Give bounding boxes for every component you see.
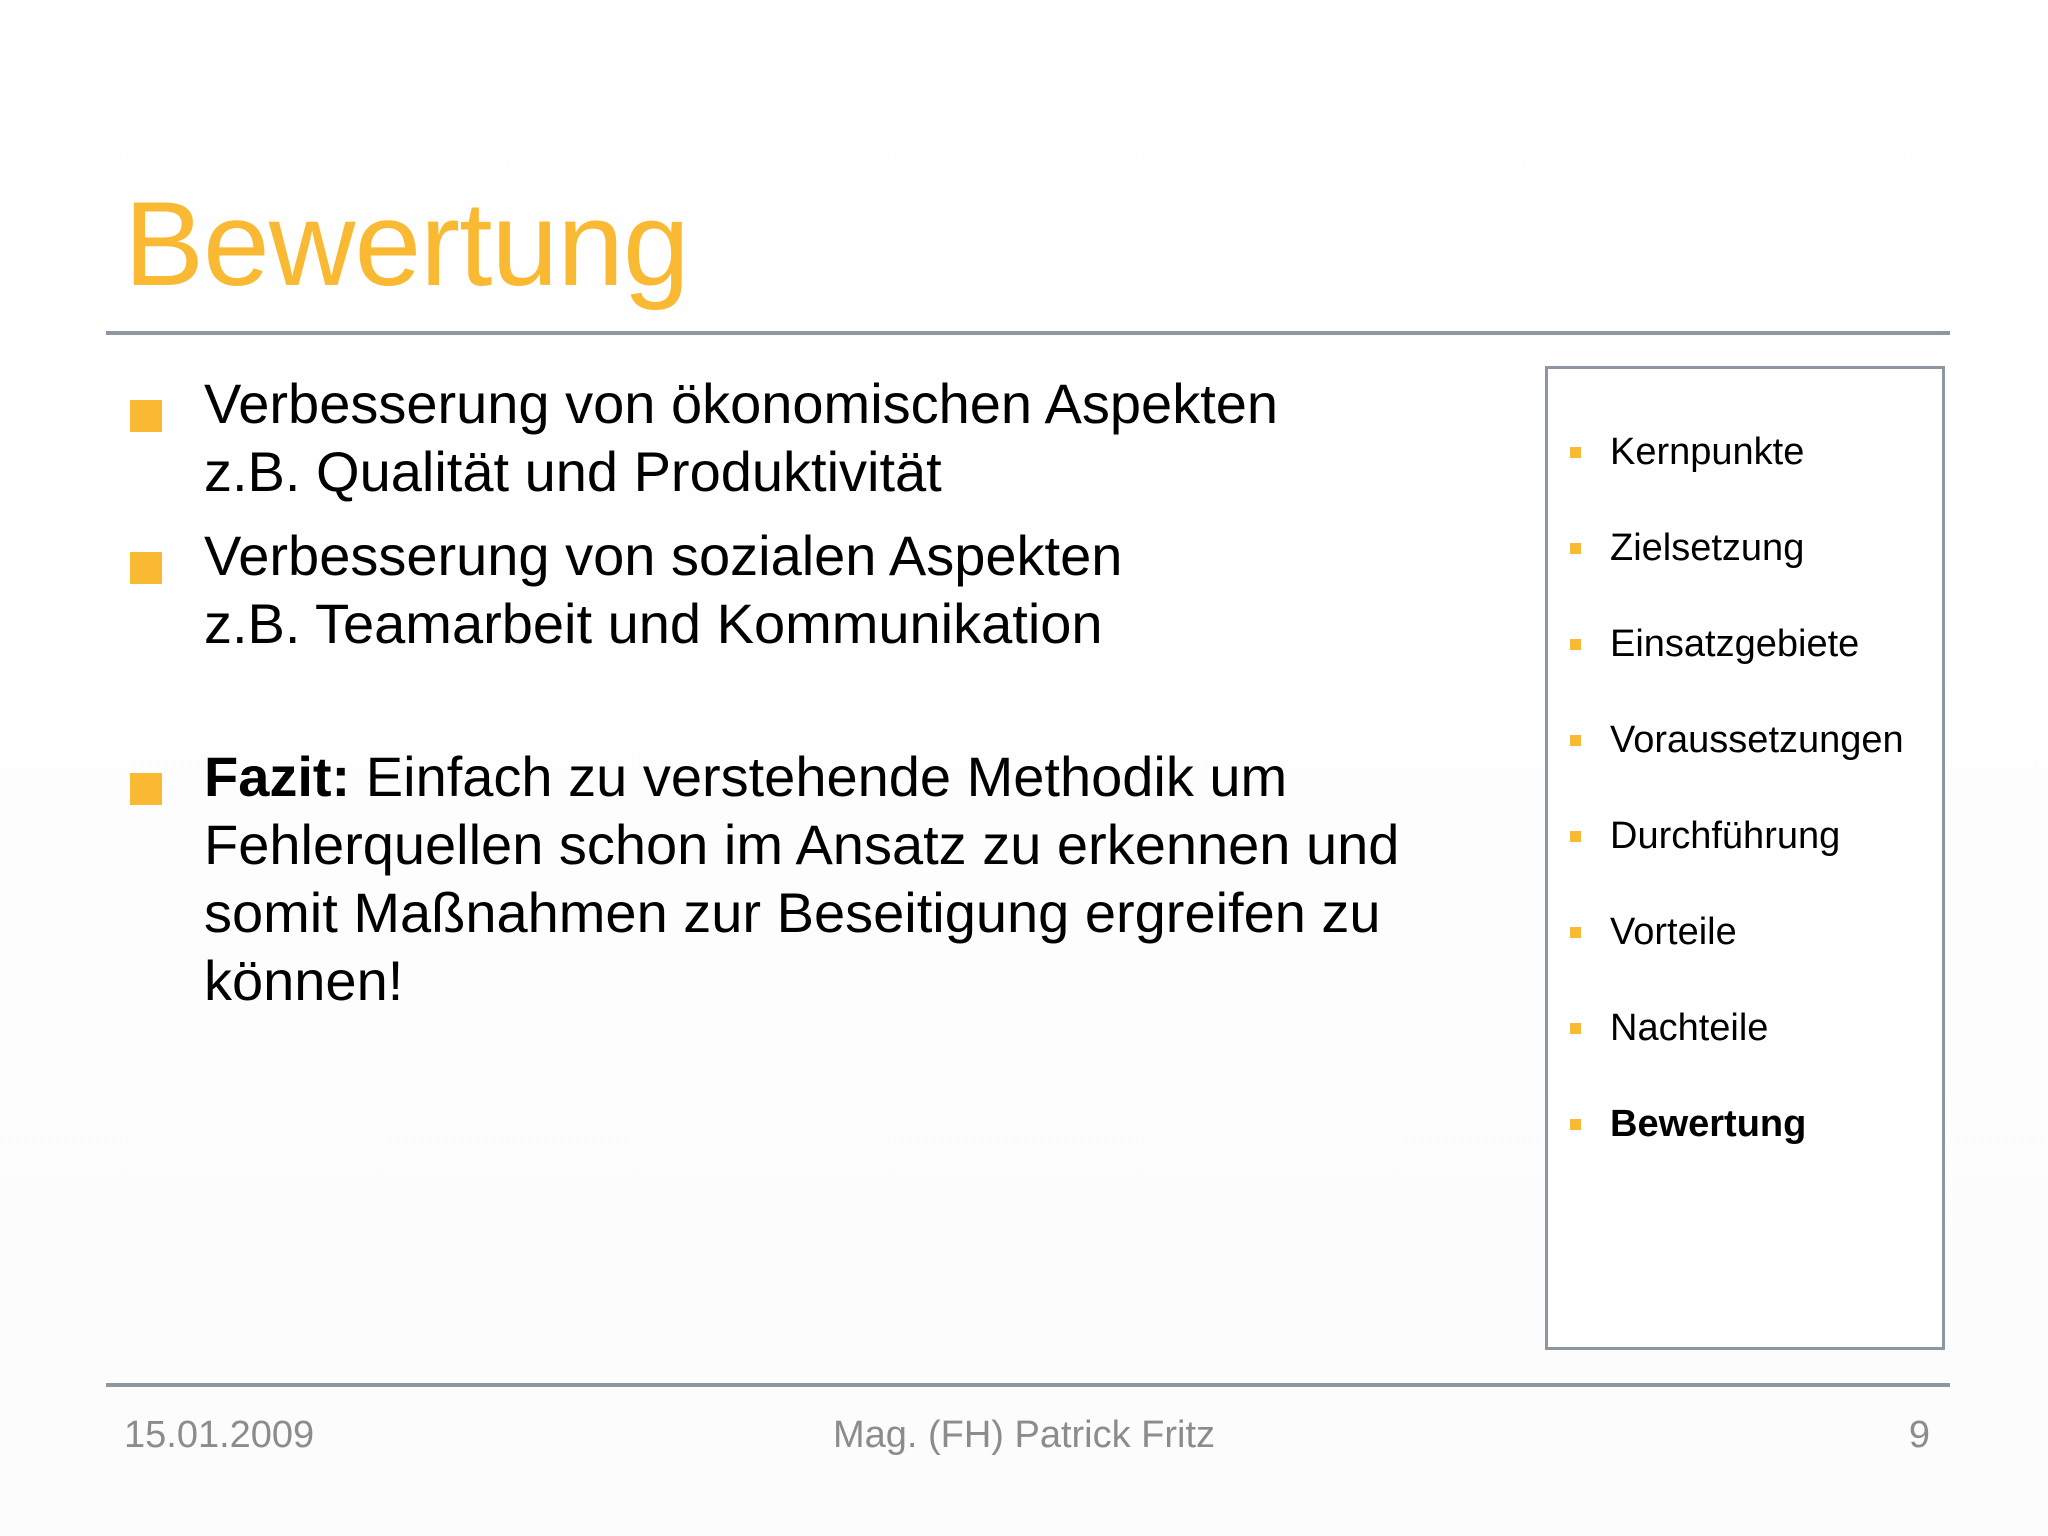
agenda-item-label: Bewertung <box>1610 1103 1807 1145</box>
bullet-subtext: z.B. Teamarbeit und Kommunikation <box>204 592 1103 655</box>
square-bullet-icon <box>1570 1119 1581 1130</box>
square-bullet-icon <box>1570 639 1581 650</box>
agenda-item-bewertung <box>1570 1101 1904 1197</box>
bullet-text: Verbesserung von sozialen Aspekten <box>204 524 1123 587</box>
agenda-item-label: Vorteile <box>1610 911 1737 953</box>
square-bullet-icon <box>1570 927 1581 938</box>
agenda-item-label: Kernpunkte <box>1610 431 1805 473</box>
bullet-text: Verbesserung von ökonomischen Aspekten <box>204 372 1279 435</box>
agenda-item-label: Nachteile <box>1610 1007 1769 1049</box>
bullet-subtext: z.B. Qualität und Produktivität <box>204 440 942 503</box>
agenda-list <box>1570 429 1904 1197</box>
conclusion-label: Fazit: <box>204 745 351 808</box>
agenda-item-voraussetzungen <box>1570 717 1904 813</box>
square-bullet-icon <box>1570 447 1581 458</box>
conclusion-text: somit Maßnahmen zur Beseitigung ergreifen zu <box>204 881 1381 944</box>
agenda-item-nachteile <box>1570 1005 1904 1101</box>
conclusion-text: Einfach zu verstehende Methodik um <box>350 745 1288 808</box>
square-bullet-icon <box>130 552 162 584</box>
bullet-item <box>128 370 1508 506</box>
agenda-item-zielsetzung <box>1570 525 1904 621</box>
square-bullet-icon <box>1570 543 1581 554</box>
agenda-item-label: Zielsetzung <box>1610 527 1805 569</box>
main-content <box>128 370 1508 1015</box>
square-bullet-icon <box>1570 735 1581 746</box>
agenda-item-label: Einsatzgebiete <box>1610 623 1860 665</box>
agenda-item-label: Durchführung <box>1610 815 1841 857</box>
bullet-item <box>128 522 1508 658</box>
conclusion-text: können! <box>204 949 404 1012</box>
conclusion-text: Fehlerquellen schon im Ansatz zu erkennen und <box>204 813 1400 876</box>
title-divider <box>106 331 1950 335</box>
page-number: 9 <box>1908 1414 1930 1456</box>
agenda-item-label: Voraussetzungen <box>1610 719 1904 761</box>
square-bullet-icon <box>1570 831 1581 842</box>
bullet-item-conclusion <box>128 743 1508 1015</box>
agenda-sidebar <box>1545 366 1945 1350</box>
footer-date: 15.01.2009 <box>124 1414 315 1456</box>
footer-author: Mag. (FH) Patrick Fritz <box>832 1414 1216 1456</box>
square-bullet-icon <box>1570 1023 1581 1034</box>
agenda-item-einsatzgebiete <box>1570 621 1904 717</box>
agenda-item-kernpunkte <box>1570 429 1904 525</box>
slide-title: Bewertung <box>124 177 689 311</box>
square-bullet-icon <box>130 773 162 805</box>
agenda-item-vorteile <box>1570 909 1904 1005</box>
agenda-item-durchfuehrung <box>1570 813 1904 909</box>
square-bullet-icon <box>130 400 162 432</box>
footer-divider <box>106 1383 1950 1387</box>
conclusion-first-line <box>204 743 1508 811</box>
